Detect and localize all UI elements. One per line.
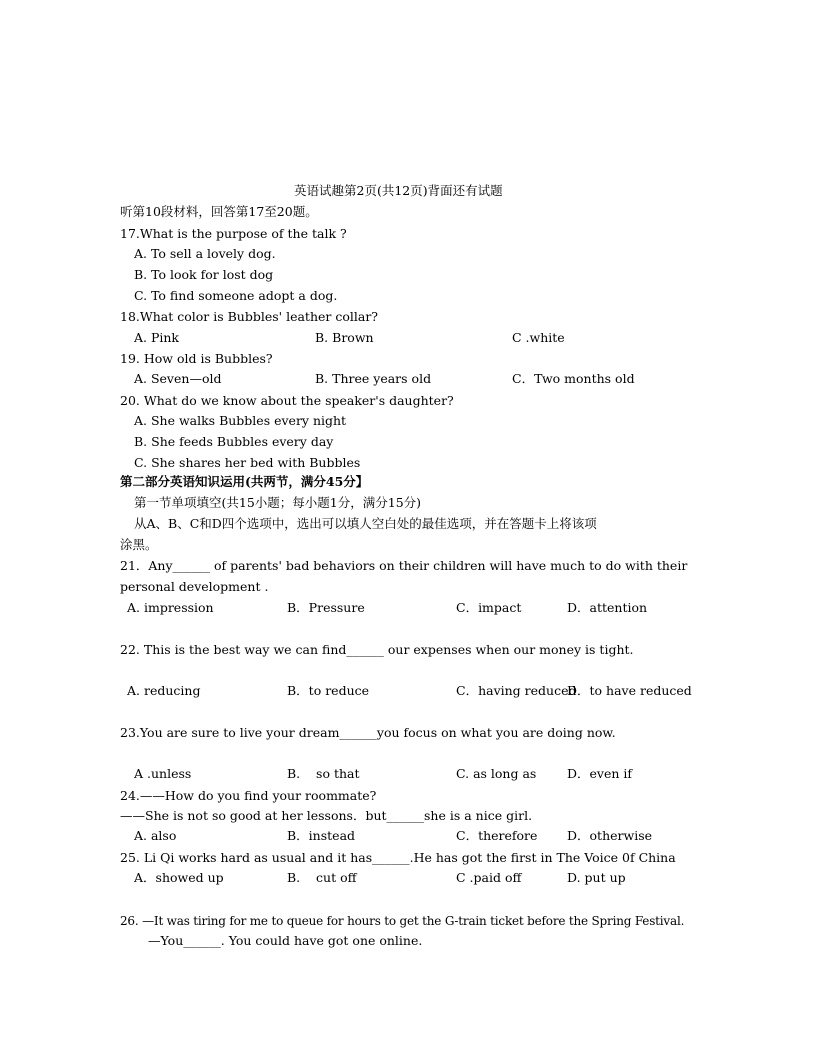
q24-option-c: C．therefore bbox=[456, 828, 538, 843]
q19-stem: 19. How old is Bubbles? bbox=[120, 351, 273, 366]
instruction-line2: 涂黑。 bbox=[120, 537, 158, 552]
q18-option-b: B. Brown bbox=[315, 330, 374, 345]
q25-option-d: D. put up bbox=[567, 870, 626, 885]
q24-option-a: A. also bbox=[134, 828, 177, 843]
q20-option-c: C. She shares her bed with Bubbles bbox=[134, 455, 361, 470]
q25-option-a: A．showed up bbox=[134, 870, 224, 885]
q23-option-a: A .unless bbox=[134, 766, 192, 781]
q21-option-a: A. impression bbox=[127, 600, 214, 615]
page-header: 英语试趣第2页(共12页)背面还有试题 bbox=[294, 183, 503, 198]
q21-stem-cont: personal development . bbox=[120, 579, 269, 594]
q17-option-b: B. To look for lost dog bbox=[134, 267, 274, 282]
q20-option-b: B. She feeds Bubbles every day bbox=[134, 434, 334, 449]
section10-intro: 听第10段材料，回答第17至20题。 bbox=[120, 204, 318, 219]
q23-option-b: B. so that bbox=[287, 766, 360, 781]
q20-stem: 20. What do we know about the speaker's daughter? bbox=[120, 393, 454, 408]
q24-option-b: B．instead bbox=[287, 828, 356, 843]
q26-stem-reply: —You______. You could have got one online. bbox=[148, 933, 423, 948]
q18-option-a: A. Pink bbox=[134, 330, 180, 345]
instruction-line1: 从A、B、C和D四个选项中，选出可以填人空白处的最佳选项，并在答题卡上将该项 bbox=[134, 516, 597, 531]
q25-option-c: C .paid off bbox=[456, 870, 522, 885]
q22-option-c: C．having reduced bbox=[456, 683, 577, 698]
q17-option-c: C. To find someone adopt a dog. bbox=[134, 288, 338, 303]
section1-title: 第一节单项填空(共15小题；每小题1分，满分15分) bbox=[134, 495, 422, 510]
q22-option-a: A. reducing bbox=[127, 683, 201, 698]
q21-option-c: C．impact bbox=[456, 600, 522, 615]
q22-stem: 22. This is the best way we can find______ our expenses when our money is tight. bbox=[120, 642, 634, 657]
q25-option-b: B. cut off bbox=[287, 870, 357, 885]
q24-option-d: D．otherwise bbox=[567, 828, 653, 843]
q23-option-d: D．even if bbox=[567, 766, 633, 781]
q21-stem: 21．Any______ of parents' bad behaviors on their children will have much to do with their bbox=[120, 558, 688, 573]
q18-stem: 18.What color is Bubbles' leather collar? bbox=[120, 309, 378, 324]
q17-stem: 17.What is the purpose of the talk ? bbox=[120, 226, 347, 241]
q22-option-b: B．to reduce bbox=[287, 683, 370, 698]
q19-option-c: C．Two months old bbox=[512, 371, 635, 386]
q21-option-d: D．attention bbox=[567, 600, 648, 615]
q17-option-a: A. To sell a lovely dog. bbox=[134, 246, 276, 261]
q26-stem: 26. —It was tiring for me to queue for hours to get the G-train ticket before the Spring Festival. bbox=[120, 914, 685, 928]
q19-option-b: B. Three years old bbox=[315, 371, 432, 386]
part2-title: 第二部分英语知识运用(共两节，满分45分】 bbox=[120, 474, 369, 489]
q23-option-c: C. as long as bbox=[456, 766, 537, 781]
q25-stem: 25. Li Qi works hard as usual and it has______.He has got the first in The Voice 0f China bbox=[120, 850, 676, 865]
q19-option-a: A. Seven—old bbox=[134, 371, 222, 386]
q20-option-a: A. She walks Bubbles every night bbox=[134, 413, 347, 428]
q22-option-d: D．to have reduced bbox=[567, 683, 692, 698]
q24-stem-reply: ——She is not so good at her lessons．but______she is a nice girl. bbox=[120, 808, 533, 823]
q23-stem: 23.You are sure to live your dream______you focus on what you are doing now. bbox=[120, 725, 616, 740]
q21-option-b: B．Pressure bbox=[287, 600, 365, 615]
q24-stem: 24.——How do you find your roommate? bbox=[120, 788, 377, 803]
q18-option-c: C .white bbox=[512, 330, 565, 345]
